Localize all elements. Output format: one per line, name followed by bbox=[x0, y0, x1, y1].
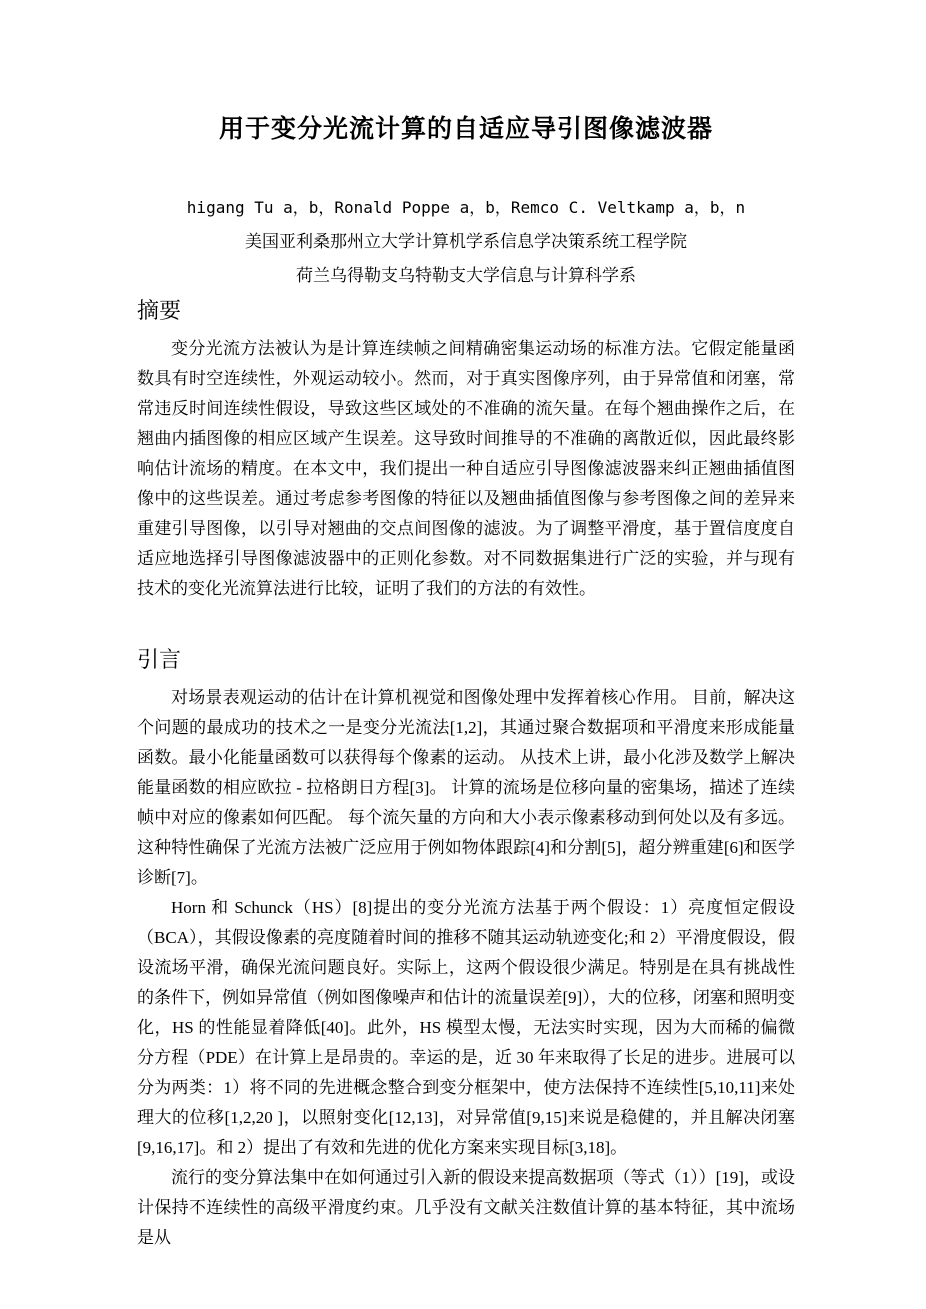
paper-title: 用于变分光流计算的自适应导引图像滤波器 bbox=[218, 115, 713, 143]
affiliation-line-2: 荷兰乌得勒支乌特勒支大学信息与计算科学系 bbox=[296, 266, 636, 285]
introduction-paragraph-1: 对场景表观运动的估计在计算机视觉和图像处理中发挥着核心作用。 目前，解决这个问题的最成功的技术之一是变分光流法[1,2]，其通过聚合数据项和平滑度来形成能量函数。最小化能量函数可以获得每个像素的运动。 从技术上讲，最小化涉及数学上解决能量函数的相应欧拉 - 拉格朗日方程[3]。 计算的流场是位移向量的密集场，描述了连续帧中对应的像素如何匹配。 每个流矢量的方向和大小表示像素移动到何处以及有多远。 这种特性确保了光流方法被广泛应用于例如物体跟踪[4]和分割[5]，超分辨重建[6]和医学诊断[7]。 bbox=[137, 688, 795, 887]
authors-line: higang Tu a，b，Ronald Poppe a，b，Remco C. Veltkamp a，b，n bbox=[186, 198, 746, 217]
section-heading-abstract: 摘要 bbox=[137, 298, 182, 323]
introduction-paragraph-3: 流行的变分算法集中在如何通过引入新的假设来提高数据项（等式（1））[19]，或设计保持不连续性的高级平滑度约束。几乎没有文献关注数值计算的基本特征，其中流场是从 bbox=[137, 1168, 795, 1247]
section-heading-introduction: 引言 bbox=[137, 647, 182, 672]
affiliation-line-1: 美国亚利桑那州立大学计算机学系信息学决策系统工程学院 bbox=[245, 232, 687, 251]
introduction-paragraph-2: Horn 和 Schunck（HS）[8]提出的变分光流方法基于两个假设：1）亮度恒定假设（BCA），其假设像素的亮度随着时间的推移不随其运动轨迹变化;和 2）平滑度假设，假设流场平滑，确保光流问题良好。实际上，这两个假设很少满足。特别是在具有挑战性的条件下，例如异常值（例如图像噪声和估计的流量误差[9]），大的位移，闭塞和照明变化，HS 的性能显着降低[40]。此外，HS 模型太慢，无法实时实现，因为大而稀的偏微分方程（PDE）在计算上是昂贵的。幸运的是，近 30 年来取得了长足的进步。进展可以分为两类：1）将不同的先进概念整合到变分框架中，使方法保持不连续性[5,10,11]来处理大的位移[1,2,20 ]，以照射变化[12,13]，对异常值[9,15]来说是稳健的，并且解决闭塞[9,16,17]。和 2）提出了有效和先进的优化方案来实现目标[3,18]。 bbox=[137, 898, 795, 1157]
document-page bbox=[137, 0, 795, 1253]
abstract-paragraph: 变分光流方法被认为是计算连续帧之间精确密集运动场的标准方法。它假定能量函数具有时空连续性，外观运动较小。然而，对于真实图像序列，由于异常值和闭塞，常常违反时间连续性假设，导致这些区域处的不准确的流矢量。在每个翘曲操作之后，在翘曲内插图像的相应区域产生误差。这导致时间推导的不准确的离散近似，因此最终影响估计流场的精度。在本文中，我们提出一种自适应引导图像滤波器来纠正翘曲插值图像中的这些误差。通过考虑参考图像的特征以及翘曲插值图像与参考图像之间的差异来重建引导图像，以引导对翘曲的交点间图像的滤波。为了调整平滑度，基于置信度度自适应地选择引导图像滤波器中的正则化参数。对不同数据集进行广泛的实验，并与现有技术的变化光流算法进行比较，证明了我们的方法的有效性。 bbox=[137, 339, 795, 598]
